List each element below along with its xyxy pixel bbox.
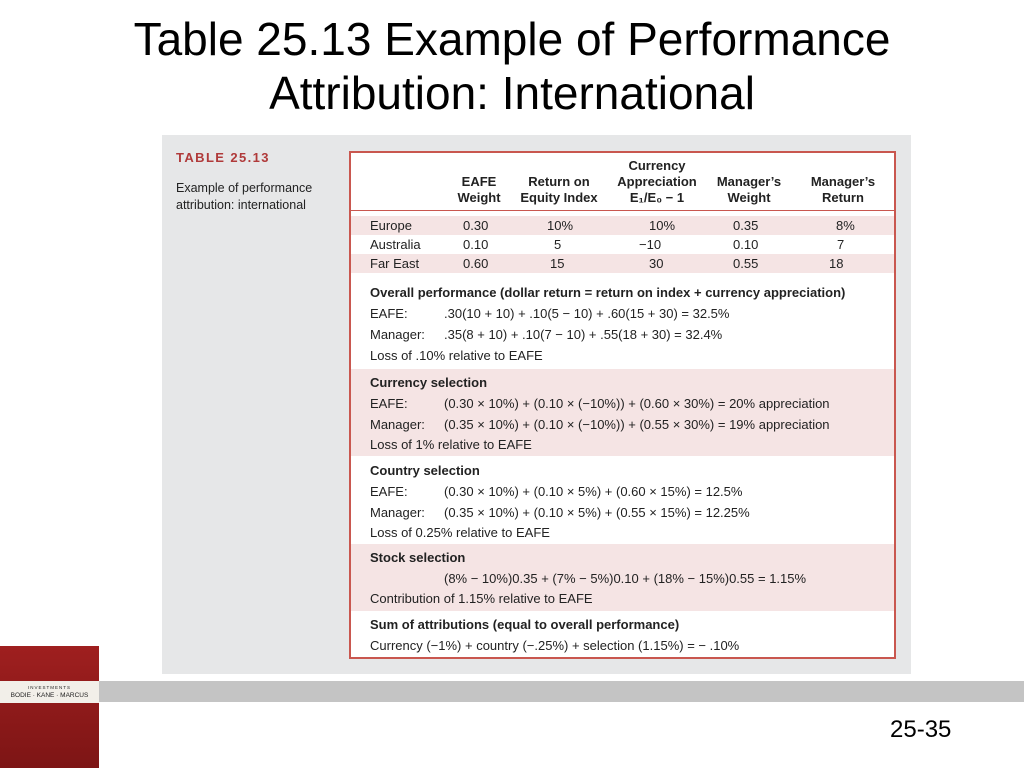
table-header (351, 155, 894, 211)
country-manager: Manager: (0.35 × 10%) + (0.10 × 5%) + (0.55 × 15%) = 12.25% (370, 505, 750, 520)
overall-eafe: EAFE: .30(10 + 10) + .10(5 − 10) + .60(15 + 30) = 32.5% (370, 306, 730, 321)
table-row-far-east: Far East 0.60 15 30 0.55 18 (351, 254, 894, 273)
header-eafe-weight: EAFE Weight (457, 174, 501, 205)
book-cover-logo (0, 646, 99, 768)
overall-performance-section (351, 277, 894, 369)
textbook-figure (162, 135, 911, 674)
stock-selection-section (351, 544, 894, 611)
currency-selection-section (351, 369, 894, 456)
overall-manager: Manager: .35(8 + 10) + .10(7 − 10) + .55(18 + 30) = 32.4% (370, 327, 723, 342)
header-currency-appreciation: Currency Appreciation E₁/E₀ − 1 (617, 158, 697, 205)
book-series: INVESTMENTS (27, 685, 71, 690)
country-heading: Country selection (370, 463, 480, 478)
attribution-table (349, 151, 896, 659)
header-manager-return: Manager’s Return (810, 174, 876, 205)
table-row-australia: Australia 0.10 5 −10 0.10 7 (370, 237, 845, 252)
sum-heading: Sum of attributions (equal to overall performance) (370, 617, 680, 632)
book-authors: BODIE · KANE · MARCUS (10, 692, 89, 699)
table-row-europe: Europe 0.30 10% 10% 0.35 8% (351, 216, 894, 235)
book-cover-band (0, 681, 99, 703)
page-number: 25-35 (890, 716, 952, 743)
currency-heading: Currency selection (370, 375, 488, 390)
overall-note: Loss of .10% relative to EAFE (370, 348, 543, 363)
sum-formula: Currency (−1%) + country (−.25%) + selection (1.15%) = − .10% (370, 638, 740, 653)
country-note: Loss of 0.25% relative to EAFE (370, 525, 550, 540)
currency-manager: Manager: (0.35 × 10%) + (0.10 × (−10%)) + (0.55 × 30%) = 19% appreciation (370, 417, 830, 432)
country-eafe: EAFE: (0.30 × 10%) + (0.10 × 5%) + (0.60 × 15%) = 12.5% (370, 484, 743, 499)
table-label: TABLE 25.13 (176, 150, 270, 165)
table-caption: Example of performance attribution: international (176, 181, 313, 212)
sum-of-attributions-section (351, 611, 894, 657)
country-selection-section (351, 456, 894, 544)
slide-title-line-2: Attribution: International (269, 67, 755, 119)
overall-heading: Overall performance (dollar return = return on index + currency appreciation) (370, 285, 846, 300)
stock-heading: Stock selection (370, 550, 466, 565)
stock-formula: (8% − 10%)0.35 + (7% − 5%)0.10 + (18% − 15%)0.55 = 1.15% (444, 571, 807, 586)
currency-note: Loss of 1% relative to EAFE (370, 437, 532, 452)
currency-eafe: EAFE: (0.30 × 10%) + (0.10 × (−10%)) + (0.60 × 30%) = 20% appreciation (370, 396, 830, 411)
footer-bar (0, 681, 1024, 702)
stock-note: Contribution of 1.15% relative to EAFE (370, 591, 593, 606)
slide-title (0, 12, 1024, 120)
header-manager-weight: Manager’s Weight (716, 174, 782, 205)
slide-title-line-1: Table 25.13 Example of Performance (133, 13, 891, 65)
header-return-on-index: Return on Equity Index (520, 174, 598, 205)
